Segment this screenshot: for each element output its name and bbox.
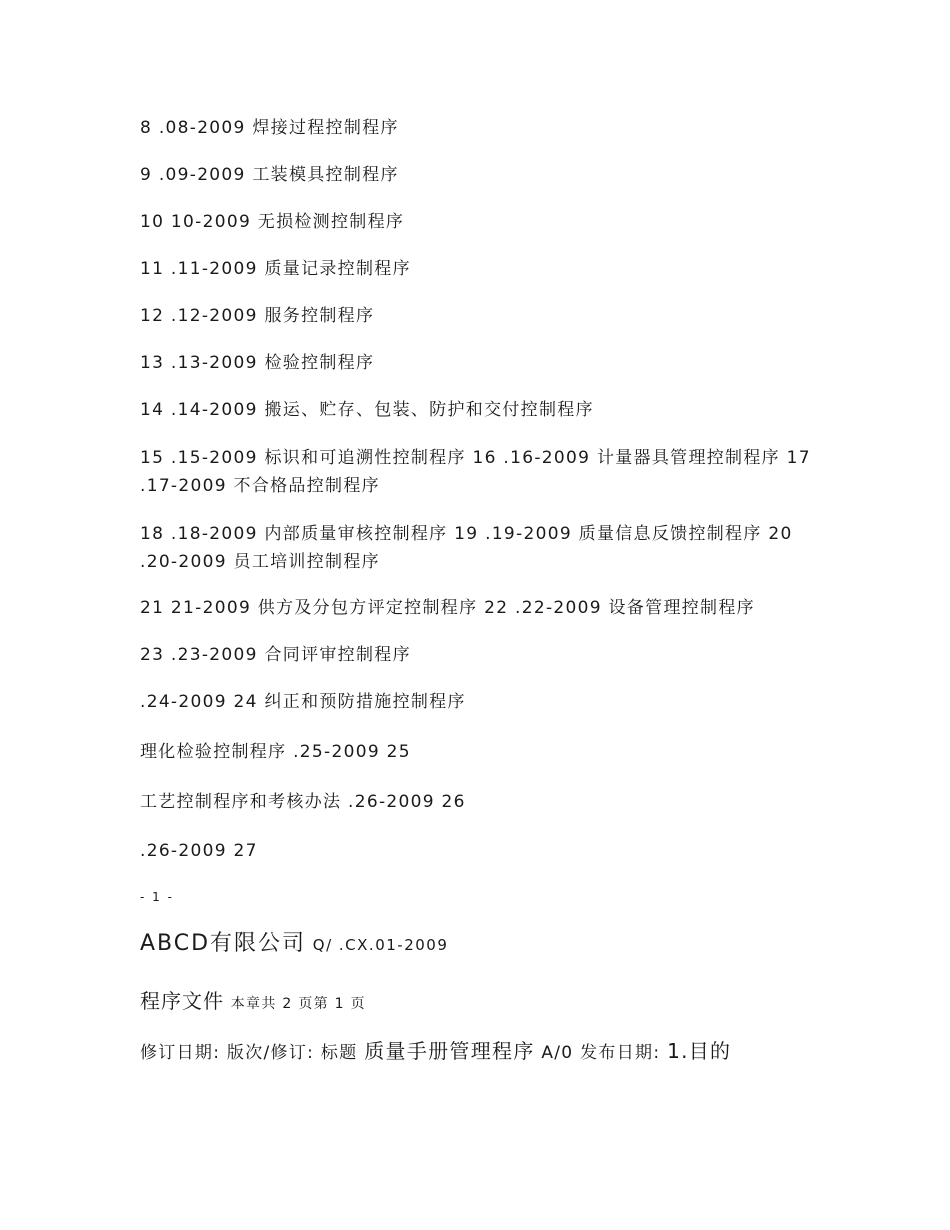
toc-entry: 8 .08-2009 焊接过程控制程序 xyxy=(140,118,399,138)
document-code: Q/ .CX.01-2009 xyxy=(312,936,449,954)
document-title: 质量手册管理程序 xyxy=(364,1039,535,1063)
toc-entry: .24-2009 24 纠正和预防措施控制程序 xyxy=(140,692,466,712)
toc-entry: 10 10-2009 无损检测控制程序 xyxy=(140,212,405,232)
toc-entry: 9 .09-2009 工装模具控制程序 xyxy=(140,165,399,185)
toc-entry: 21 21-2009 供方及分包方评定控制程序 22 .22-2009 设备管理控制程序 xyxy=(140,598,755,618)
toc-entry: 23 .23-2009 合同评审控制程序 xyxy=(140,645,411,665)
company-name: ABCD有限公司 xyxy=(140,931,307,956)
toc-entry: 理化检验控制程序 .25-2009 25 xyxy=(140,742,411,762)
toc-entry: 工艺控制程序和考核办法 .26-2009 26 xyxy=(140,792,466,812)
header-meta-row xyxy=(140,1037,820,1067)
toc-entry: .26-2009 27 xyxy=(140,841,258,861)
page-number: - 1 - xyxy=(140,890,174,904)
meta-suffix: A/0 发布日期: xyxy=(541,1043,661,1063)
toc-entry: 13 .13-2009 检验控制程序 xyxy=(140,353,375,373)
toc-entry: 11 .11-2009 质量记录控制程序 xyxy=(140,259,411,279)
section-heading: 1.目的 xyxy=(667,1039,732,1063)
toc-entry: 12 .12-2009 服务控制程序 xyxy=(140,306,375,326)
toc-entry: 18 .18-2009 内部质量审核控制程序 19 .19-2009 质量信息反馈控制程序 20 .20-2009 员工培训控制程序 xyxy=(140,524,793,572)
toc-entry: 14 .14-2009 搬运、贮存、包装、防护和交付控制程序 xyxy=(140,400,594,420)
meta-prefix: 修订日期: 版次/修订: 标题 xyxy=(140,1043,358,1063)
toc-entry: 15 .15-2009 标识和可追溯性控制程序 16 .16-2009 计量器具管理控制程序 17 .17-2009 不合格品控制程序 xyxy=(140,448,811,496)
document-type: 程序文件 xyxy=(140,989,224,1013)
header-company-row xyxy=(140,930,820,959)
header-doctype-row xyxy=(140,987,820,1018)
page-info: 本章共 2 页第 1 页 xyxy=(230,996,366,1012)
